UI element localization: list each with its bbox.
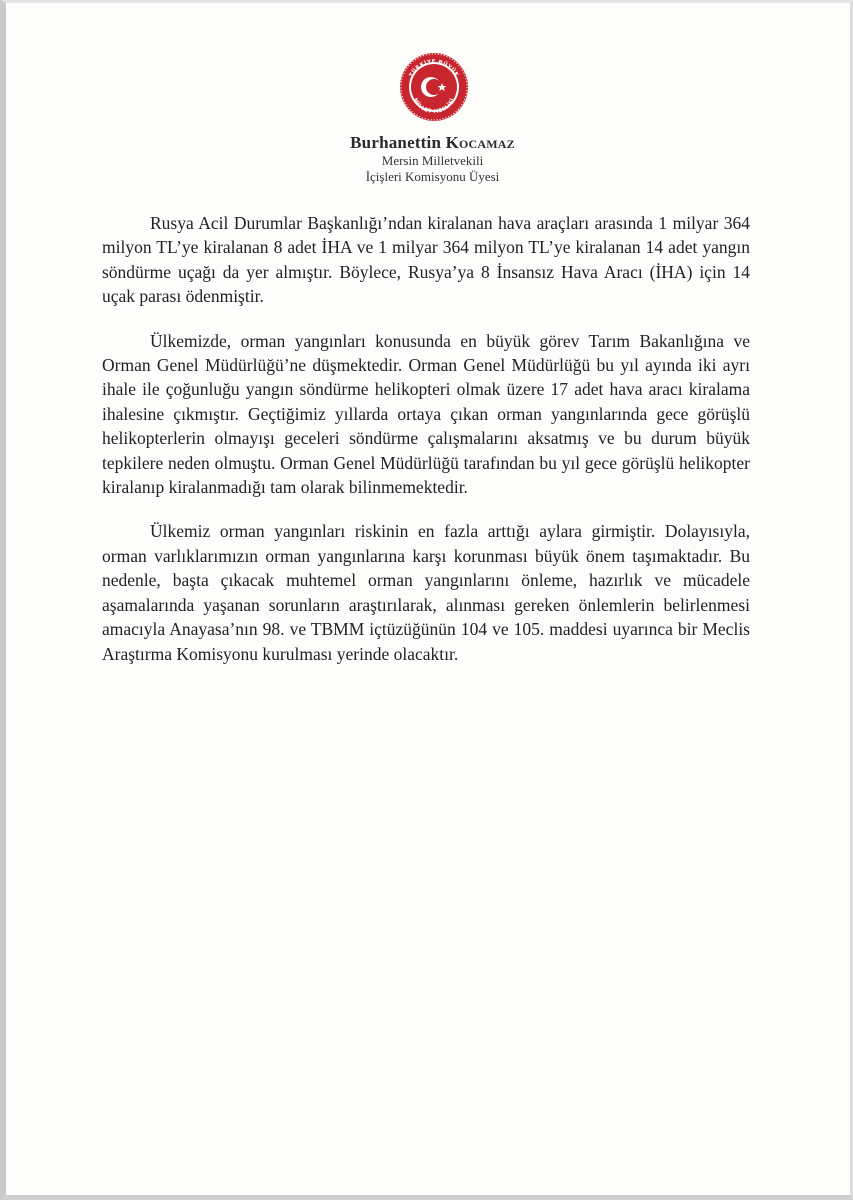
letterhead [6,133,853,185]
paragraph: Ülkemiz orman yangınları riskinin en fazla arttığı aylara girmiştir. Dolayısıyla, orman varlıklarımızın orman yangınlarına karşı korunması büyük önem taşımaktadır. Bu nedenle, başta çıkacak muhtemel orman yangınlarını önleme, hazırlık ve mücadele aşamalarında yaşanan sorunların araştırılarak, alınması gereken önlemlerin belirlenmesi amacıyla Anayasa’nın 98. ve TBMM içtüzüğünün 104 ve 105. maddesi uyarınca bir Meclis Araştırma Komisyonu kurulması yerinde olacaktır. [102,521,750,664]
deputy-name [6,133,853,153]
paragraph: Ülkemizde, orman yangınları konusunda en büyük görev Tarım Bakanlığına ve Orman Genel Müdürlüğü’ne düşmektedir. Orman Genel Müdürlüğü bu yıl ayında iki ayrı ihale ile çoğunluğu yangın söndürme helikopteri olmak üzere 17 adet hava aracı kiralama ihalesine çıkmıştır. Geçtiğimiz yıllarda ortaya çıkan orman yangınlarında gece görüşlü helikopterlerin olmayışı geceleri söndürme çalışmalarını aksatmış ve bu durum büyük tepkilere neden olmuştu. Orman Genel Müdürlüğü tarafından bu yıl gece görüşlü helikopter kiralanıp kiralanmadığı tam olarak bilinmemektedir. [102,330,750,498]
tbmm-seal-logo [398,51,470,123]
deputy-title: Mersin Milletvekili [381,153,484,168]
paragraph: Rusya Acil Durumlar Başkanlığı’ndan kiralanan hava araçları arasında 1 milyar 364 milyon TL’ye kiralanan 8 adet İHA ve 1 milyar 364 milyon TL’ye kiralanan 14 adet yangın söndürme uçağı da yer almıştır. Böylece, Rusya’ya 8 İnsansız Hava Aracı (İHA) için 14 uçak parası ödenmiştir. [102,213,750,307]
deputy-last-name: Kocamaz [445,133,515,152]
seal-text-bottom: MİLLET MECLİSİ [411,97,457,116]
deputy-first-name: Burhanettin [350,133,442,152]
document-body [102,211,750,686]
deputy-committee: İçişleri Komisyonu Üyesi [365,169,500,184]
seal-text-top: TÜRKİYE BÜYÜK [408,58,460,79]
